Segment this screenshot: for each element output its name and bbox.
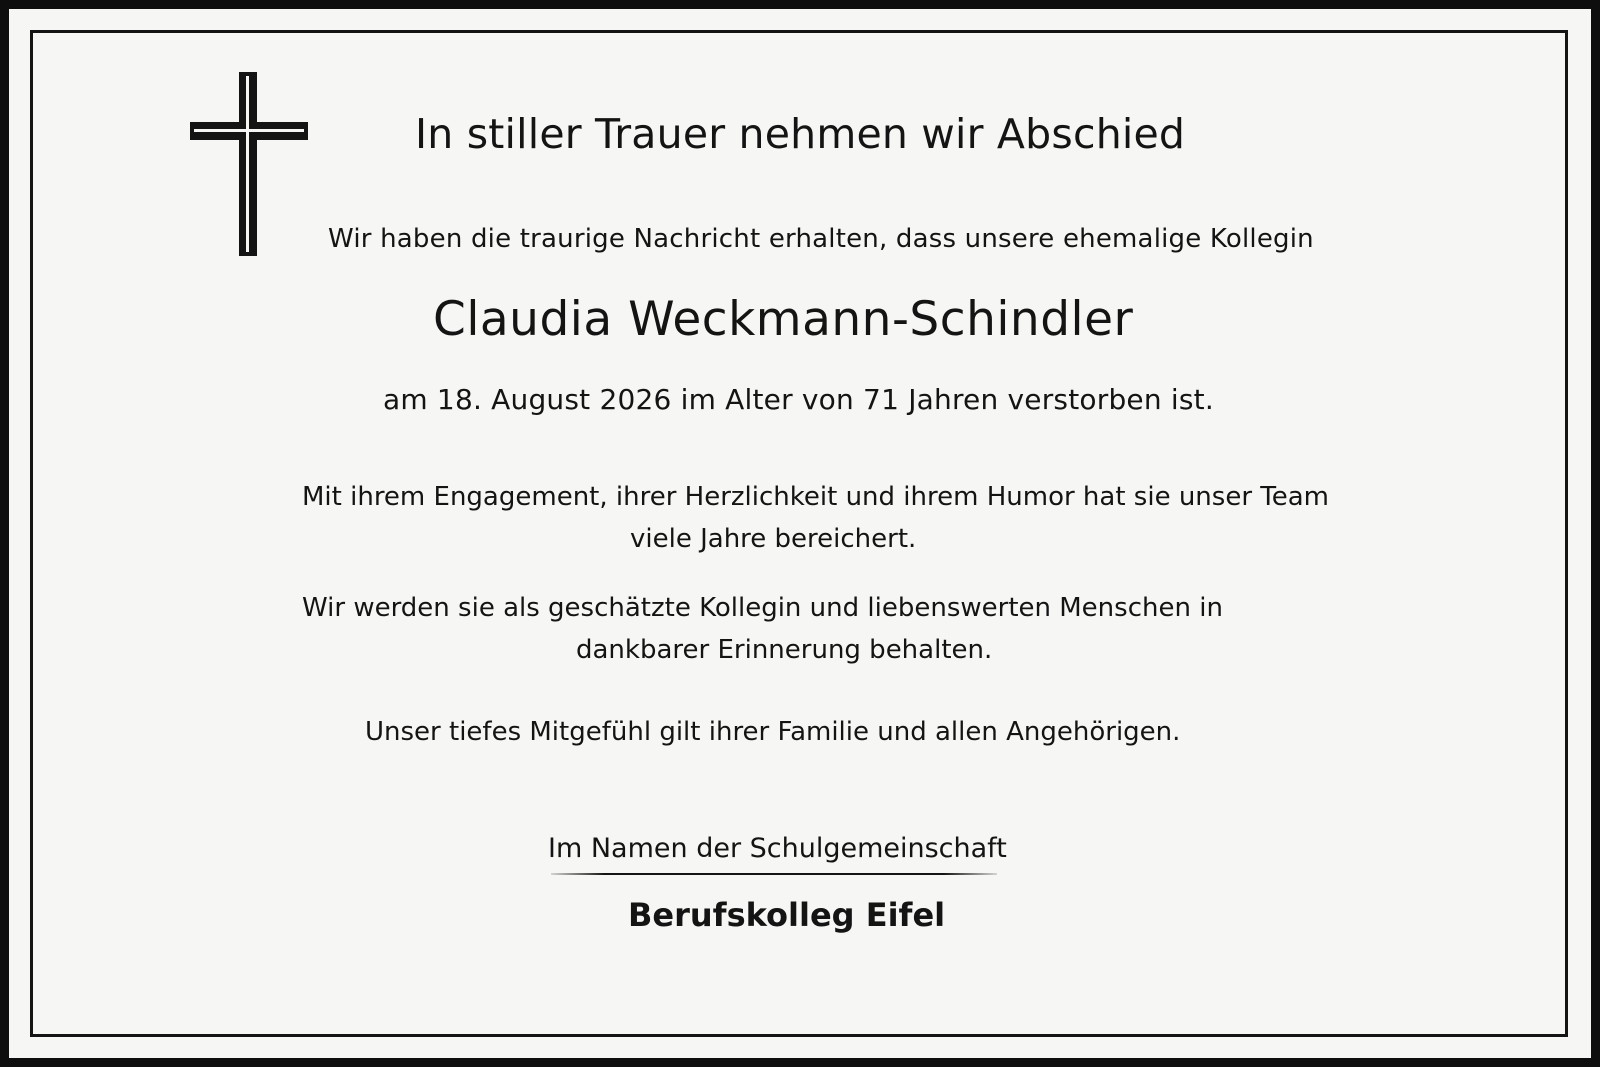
intro-text: Wir haben die traurige Nachricht erhalten, dass unsere ehemalige Kollegin xyxy=(328,224,1314,254)
deceased-name: Claudia Weckmann-Schindler xyxy=(433,292,1134,347)
signature-organization: Berufskolleg Eifel xyxy=(628,896,946,934)
paragraph-3: Unser tiefes Mitgefühl gilt ihrer Familie und allen Angehörigen. xyxy=(365,717,1181,747)
death-notice: am 18. August 2026 im Alter von 71 Jahren verstorben ist. xyxy=(383,383,1214,416)
heading: In stiller Trauer nehmen wir Abschied xyxy=(415,110,1186,158)
cross-icon xyxy=(190,72,308,256)
paragraph-2-line-1: Wir werden sie als geschätzte Kollegin und liebenswerten Menschen in xyxy=(302,593,1223,623)
signature-intro: Im Namen der Schulgemeinschaft xyxy=(548,833,1007,864)
paragraph-1-line-1: Mit ihrem Engagement, ihrer Herzlichkeit und ihrem Humor hat sie unser Team xyxy=(302,482,1329,512)
paragraph-1-line-2: viele Jahre bereichert. xyxy=(630,524,917,554)
paragraph-2-line-2: dankbarer Erinnerung behalten. xyxy=(576,635,993,665)
signature-rule xyxy=(551,873,997,875)
